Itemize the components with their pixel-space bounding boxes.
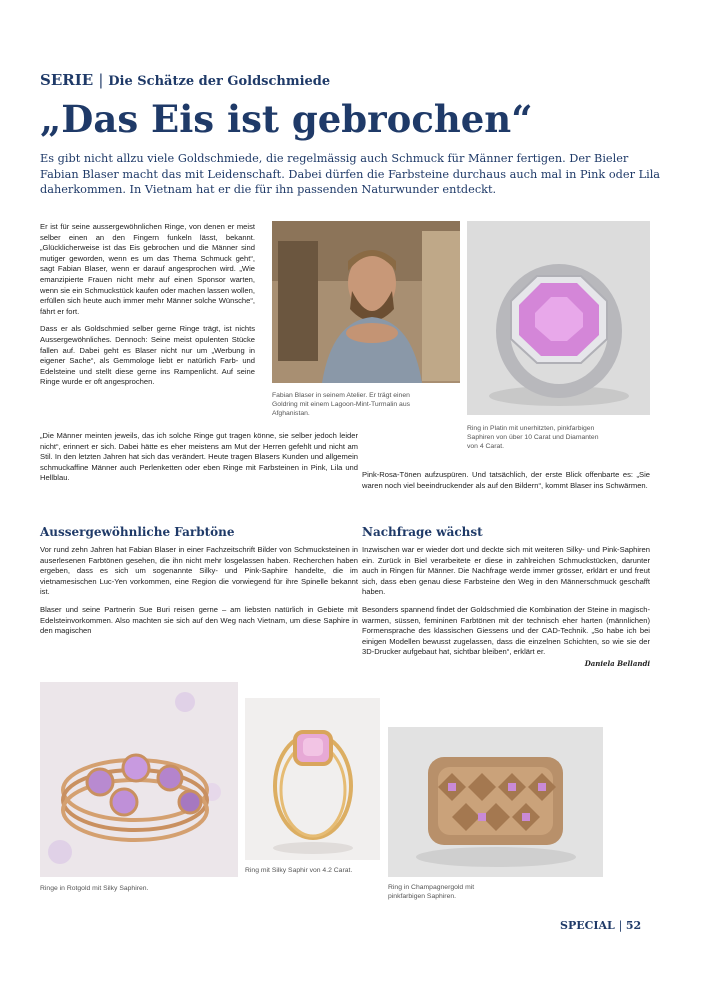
caption-champagne-ring: Ring in Champagnergold mit pinkfarbigen Saphiren. [388,884,475,900]
paragraph: Besonders spannend findet der Goldschmied die Kombination der Steine in magisch-warmen, süssen, femininen Farbtönen mit der technisch eher harten (männlichen) Formensprache des klassischen Giessens und der CAD-Technik. „So habe ich bei einigen Modellen bewusst zugelassen, dass die einzelnen Schichten, so wie sie der 3D-Drucker aufgebaut hat, sichtbar bleiben“, erklärt er. [362,604,650,657]
section-nachfrage-text [362,545,650,670]
paragraph-continuation: Pink-Rosa-Tönen aufzuspüren. Und tatsächlich, der erste Blick offenbarte es: „Sie waren noch viel beeindruckender als auf den Bildern“, kommt Blaser ins Schwärmen. [362,470,650,490]
section-heading-farbtoene: Aussergewöhnliche Farbtöne [40,525,235,539]
page-footer [560,919,641,932]
series-label: SERIE [40,71,94,89]
caption-portrait: Fabian Blaser in seinem Atelier. Er trägt einen Goldring mit einem Lagoon-Mint-Turmalin aus Afghanistan. [272,392,411,417]
platinum-ring-photo [467,221,650,415]
portrait-photo [272,221,460,383]
caption-silky-ring: Ring mit Silky Saphir von 4.2 Carat. [245,867,353,874]
section-farbtoene-text [40,545,358,637]
page-number: 52 [625,919,642,932]
column-left-top [40,222,255,388]
series-title: Die Schätze der Goldschmiede [108,74,331,89]
paragraph: Blaser und seine Partnerin Sue Buri reisen gerne – am liebsten natürlich in Gebiete mit Edelsteinvorkommen. Also machten sie sich auf den Weg nach Vietnam, um diese Saphire in den magischen [40,604,358,636]
paragraph: Vor rund zehn Jahren hat Fabian Blaser in einer Fachzeitschrift Bilder von Schmucksteinen in auserlesenen Farbtönen gesehen, die ihn nicht mehr losgelassen haben. Recherchen haben ergeben, dass es sich um sogenannte Silky- und Pink-Saphire handelte, die im vietnamesischen Luc-Yen vorkommen, eine Region die vorwiegend für ihre Spinelle bekannt ist. [40,545,358,597]
silky-ring-photo [245,698,380,860]
paragraph: Er ist für seine aussergewöhnlichen Ringe, von denen er meist selber einen an den Fingern funkeln lässt, bekannt. „Glücklicherweise ist das Eis gebrochen und die Männer sind mutiger geworden, wenn es um das Thema Schmuck geht“, sagt Fabian Blaser, wenn er darauf angesprochen wird. „Wie emanzipierte Frauen nicht mehr auf einen Sponsor warten, wenn sie ein Schmuckstück kaufen oder machen lassen wollen, erfüllen sich heute auch immer mehr Männer solche Wünsche“, fährt er fort. [40,222,255,316]
article-title: „Das Eis ist gebrochen“ [40,97,533,141]
paragraph: Dass er als Goldschmied selber gerne Ringe trägt, ist nichts Aussergewöhnliches. Dennoch: Seine meist opulenten Stücke fallen auf. Dabei geht es Blaser nicht nur um „Werbung in eigener Sache“, als Gemmologe liebt er natürlich Farb- und Edelsteine und stellt diese gerne ins Rampenlicht. Auf seine Ringe wurde er oft angesprochen. [40,324,255,387]
article-lead: Es gibt nicht allzu viele Goldschmiede, die regelmässig auch Schmuck für Männer fertigen. Der Bieler Fabian Blaser macht das mit Leidenschaft. Dabei dürfen die Farbsteine durchaus auch mal in Pink oder Lila daherkommen. In Vietnam hat er die für ihn passenden Naturwunder entdeckt. [40,152,661,196]
series-header [40,71,330,89]
paragraph-wide: „Die Männer meinten jeweils, das ich solche Ringe gut tragen könne, sie selber jedoch leider nicht“, erinnert er sich. Dabei hätte es eher meistens am Mut der Herren gefehlt und nicht am Stil. In den letzten Jahren hat sich das verändert. Heute tragen Blasers Kunden und allgemein schmuckaffine Männer auch Perlenketten oder eben Ringe mit Farbsteinen in Pink, Lila und Hellblau. [40,431,358,483]
magazine-name: SPECIAL [560,919,615,932]
paragraph: Inzwischen war er wieder dort und deckte sich mit weiteren Silky- und Pink-Saphiren ein. Zurück in Biel verarbeitete er diese in zahlreichen Schmuckstücken, darunter auch in Ringen für Männer. Die Nachfrage werde immer grösser, erklärt er und freut sich, dass eben genau diese Farbsteine den Weg in den Männerschmuck geschafft haben. [362,545,650,597]
author-byline: Daniela Bellandi [584,658,650,668]
series-divider: | [98,71,109,89]
caption-rose-rings: Ringe in Rotgold mit Silky Saphiren. [40,885,149,892]
section-heading-nachfrage: Nachfrage wächst [362,525,483,539]
rose-gold-rings-photo [40,682,238,877]
footer-divider: | [618,919,626,932]
caption-platinum-ring: Ring in Platin mit unerhitzten, pinkfarbigen Saphiren von über 10 Carat und Diamanten von 4 Carat. [467,425,599,450]
champagne-ring-photo [388,727,603,877]
